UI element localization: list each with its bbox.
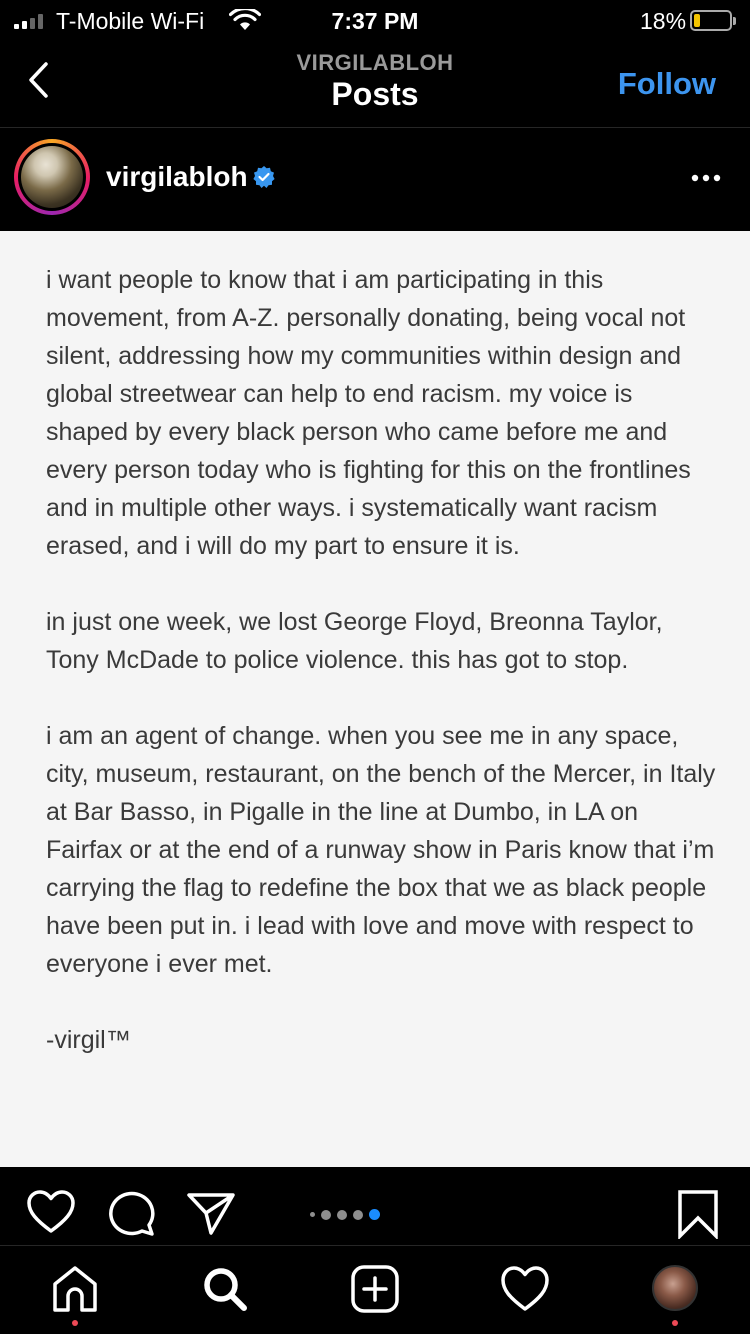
post-action-bar (0, 1167, 750, 1245)
page-title: Posts (331, 76, 419, 112)
status-bar (0, 0, 750, 40)
carousel-dot (310, 1212, 315, 1217)
add-post-icon[interactable] (349, 1264, 401, 1314)
avatar-image (21, 146, 83, 208)
header-username: VIRGILABLOH (296, 50, 454, 75)
bookmark-icon[interactable] (676, 1189, 720, 1239)
status-time: 7:37 PM (331, 8, 419, 34)
profile-notification-dot (672, 1320, 678, 1326)
carrier-name: T-Mobile Wi-Fi (56, 8, 205, 34)
avatar[interactable] (18, 143, 86, 211)
home-notification-dot (72, 1320, 78, 1326)
home-icon[interactable] (49, 1264, 101, 1314)
battery-icon (690, 10, 732, 31)
post-header (0, 129, 750, 231)
bottom-tab-bar (0, 1245, 750, 1334)
battery-percent: 18% (640, 8, 687, 34)
carousel-dot-active (369, 1209, 380, 1220)
post-paragraph: in just one week, we lost George Floyd, Breonna Taylor, Tony McDade to police violence. this has got to stop. (46, 608, 663, 674)
verified-badge-icon (253, 166, 275, 188)
carousel-indicator (310, 1209, 380, 1220)
post-username[interactable]: virgilabloh (106, 161, 248, 192)
avatar-story-ring[interactable] (14, 139, 90, 215)
follow-button[interactable]: Follow (617, 66, 716, 101)
like-heart-icon[interactable] (26, 1189, 76, 1235)
profile-avatar[interactable] (652, 1265, 698, 1311)
post-image-text (0, 231, 750, 1167)
comment-icon[interactable] (106, 1189, 156, 1237)
search-icon[interactable] (199, 1264, 251, 1314)
more-options-icon[interactable] (690, 173, 722, 183)
carousel-dot (337, 1210, 347, 1220)
carousel-dot (321, 1210, 331, 1220)
paper-plane-icon[interactable] (186, 1189, 236, 1237)
post-signature: -virgil™ (46, 1026, 131, 1054)
post-paragraph: i am an agent of change. when you see me in any space, city, museum, restaurant, on the bench of the Mercer, in Italy at Bar Basso, in Pigalle in the line at Dumbo, in LA on Fairfax or at the end of a runway show in Paris know that i’m carrying the flag to redefine the box that we as black people have been put in. i lead with love and move with respect to everyone i ever met. (46, 722, 716, 978)
battery-level (694, 14, 700, 27)
nav-header (0, 40, 750, 128)
activity-heart-icon[interactable] (499, 1264, 551, 1314)
carousel-dot (353, 1210, 363, 1220)
post-paragraph: i want people to know that i am participating in this movement, from A-Z. personally donating, being vocal not silent, addressing how my communities within design and global streetwear can help to end racism. my voice is shaped by every black person who came before me and every person today who is fighting for this on the frontlines and in multiple other ways. i systematically want racism erased, and i will do my part to ensure it is. (46, 266, 691, 560)
